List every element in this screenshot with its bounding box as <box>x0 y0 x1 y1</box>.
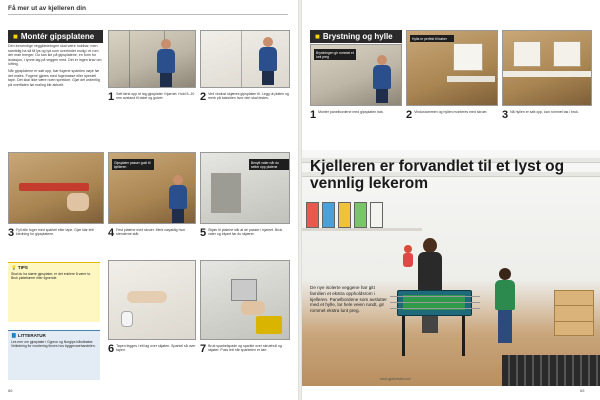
window-frame <box>513 41 541 67</box>
photo-note: Benytt vater når du setter opp platene <box>249 159 289 170</box>
table-leg <box>462 316 465 356</box>
tip-text: Skal du ha større gipsplater, er det enklere å være to. Bruk platebærer eller lignende. <box>11 272 92 281</box>
right-step-1: 1 Monter panelbordene med gipsplaten bak. <box>310 109 384 121</box>
sparkel-bucket <box>256 316 282 334</box>
step-photo-6 <box>108 260 196 340</box>
step-3: 3 Fyll alle fuger med sparkel eller tape. Gjør klar tett kledning for gipsplatene. <box>8 227 94 239</box>
step-6: 6 Tapen legges i ett lag over skjøten. Sparkel så over tapen. <box>108 343 196 355</box>
step-2: 2 Ved vindust skjæres gipsplaten til. Legg ut platen og merk på baksiden hvor den skal festes. <box>200 91 289 103</box>
child-figure <box>495 268 515 343</box>
rug <box>502 355 600 386</box>
window-opening <box>211 173 241 213</box>
photo-note: Gipsplater passer godt til kjelleren <box>112 159 154 170</box>
intro-paragraph: Når gipsplatene er satt opp, bør fugene sparkles nøye før det males. Fugene gjøres med fugemasse eller spesiell tape. Det skal ikke være noen sprekker. Gjør det ordentlig på overflaten før maling blir aktuelt. <box>8 68 100 87</box>
photo-note: Hylla er perfekt til bøker <box>410 35 454 42</box>
hand <box>241 301 265 315</box>
site-url: www.gjorbetselv.com <box>380 377 411 381</box>
worker-figure <box>373 55 391 103</box>
right-step-photo-2 <box>406 30 498 106</box>
step-photo-1 <box>108 30 196 88</box>
caulk-gun <box>19 183 89 191</box>
right-step-3: 3 Nå hyllen er satt opp, kan rommet tas i bruk. <box>502 109 579 121</box>
step-5: 5 Skjær til platene slik at de passer i hjørnet. Bruk vater og blyant før du skjærer. <box>200 227 283 239</box>
page-number-left: 66 <box>8 388 13 393</box>
window-frame <box>453 43 483 71</box>
step-4: 4 Fest platene med skruer. Merk nøyaktig hvor stenderne står. <box>108 227 186 239</box>
left-page <box>0 0 298 400</box>
intro-paragraph: Den innvendige veggkledningen skal være holdbar, men samtidig ha så få lys og lyd som overhodet mulig i et rom der man trenger. Du kan kle på gipsplatene, en form for isolasjon, i tynne lag på veggen med. Det er ingen krav om lufting. <box>8 44 102 67</box>
lightbulb-icon: 💡 <box>11 265 18 270</box>
shelf-board <box>503 71 592 77</box>
book <box>370 202 383 228</box>
article-headline: Kjelleren er forvandlet til et lyst og vennlig lekerom <box>310 158 565 192</box>
foosball-rod <box>390 302 480 303</box>
step-1: 1 Sett først opp et lag gipsplater i hjørnet. Hold 5–10 mm avstand til taket og gulvet. <box>108 91 195 103</box>
foosball-rod <box>390 296 480 297</box>
right-step-photo-1 <box>310 44 402 106</box>
right-step-2: 2 Vindusrammen og hyllen monteres med skruer. <box>406 109 488 121</box>
step-photo-2 <box>200 30 290 88</box>
putty-knife <box>231 279 257 301</box>
doll <box>402 245 414 267</box>
section-title-right: ■ Brystning og hylle <box>310 30 402 43</box>
table-leg <box>402 316 405 356</box>
book <box>322 202 335 228</box>
running-head: Få mer ut av kjelleren din <box>8 5 87 12</box>
hand <box>127 291 167 303</box>
worker-figure <box>169 175 187 223</box>
photo-caption: De nye isolerte veggene har gitt familien et ekstra oppholdsrom i kjelleren. Panelbordene som avslutter med et hylle, lar hele veien rundt, gir rommet ekstra lunt preg. <box>310 285 387 314</box>
step-7: 7 Bruk sparkelspade og sparkle over skruehull og skjøter. Puss lett når sparkelen er tørr. <box>200 343 282 355</box>
worker-figure <box>259 37 277 85</box>
photo-note: Brystningen gir rommet et lunt preg <box>314 49 356 60</box>
shelf-board <box>447 76 495 82</box>
intro-text <box>8 44 103 89</box>
right-step-photo-3 <box>502 30 592 106</box>
tool-icon: ■ <box>13 32 18 41</box>
step-photo-7 <box>200 260 290 340</box>
literature-text: Les mer om gipsplater i Gyproc og Norgips håndbøker. Veiledning for montering finnes hos byggevarehandelen. <box>11 340 96 349</box>
section-title-left: ■ Montér gipsplatene <box>8 30 103 43</box>
step-photo-4 <box>108 152 196 224</box>
running-rule <box>8 14 288 15</box>
step-photo-3 <box>8 152 104 224</box>
wall-shelf <box>302 228 422 231</box>
window-frame <box>553 41 581 67</box>
book-icon: 📘 <box>11 333 18 338</box>
worker-figure <box>157 39 175 87</box>
literature-box: 📘 LITTERATUR Les mer om gipsplater i Gyproc og Norgips håndbøker. Veiledning for montering finnes hos byggevarehandelen. <box>8 330 100 380</box>
tool-icon: ■ <box>315 32 320 41</box>
book <box>354 202 367 228</box>
foosball-rod <box>390 308 480 309</box>
book <box>338 202 351 228</box>
hand <box>67 193 89 211</box>
tip-box: 💡 TIPS Skal du ha større gipsplater, er det enklere å være to. Bruk platebærer eller lignende. <box>8 262 100 322</box>
tape-roll <box>121 311 133 327</box>
book <box>306 202 319 228</box>
foosball-table <box>397 290 472 316</box>
adult-figure <box>417 238 443 333</box>
wooden-crate <box>554 290 594 336</box>
step-photo-5 <box>200 152 290 224</box>
page-number-right: 65 <box>580 388 585 393</box>
